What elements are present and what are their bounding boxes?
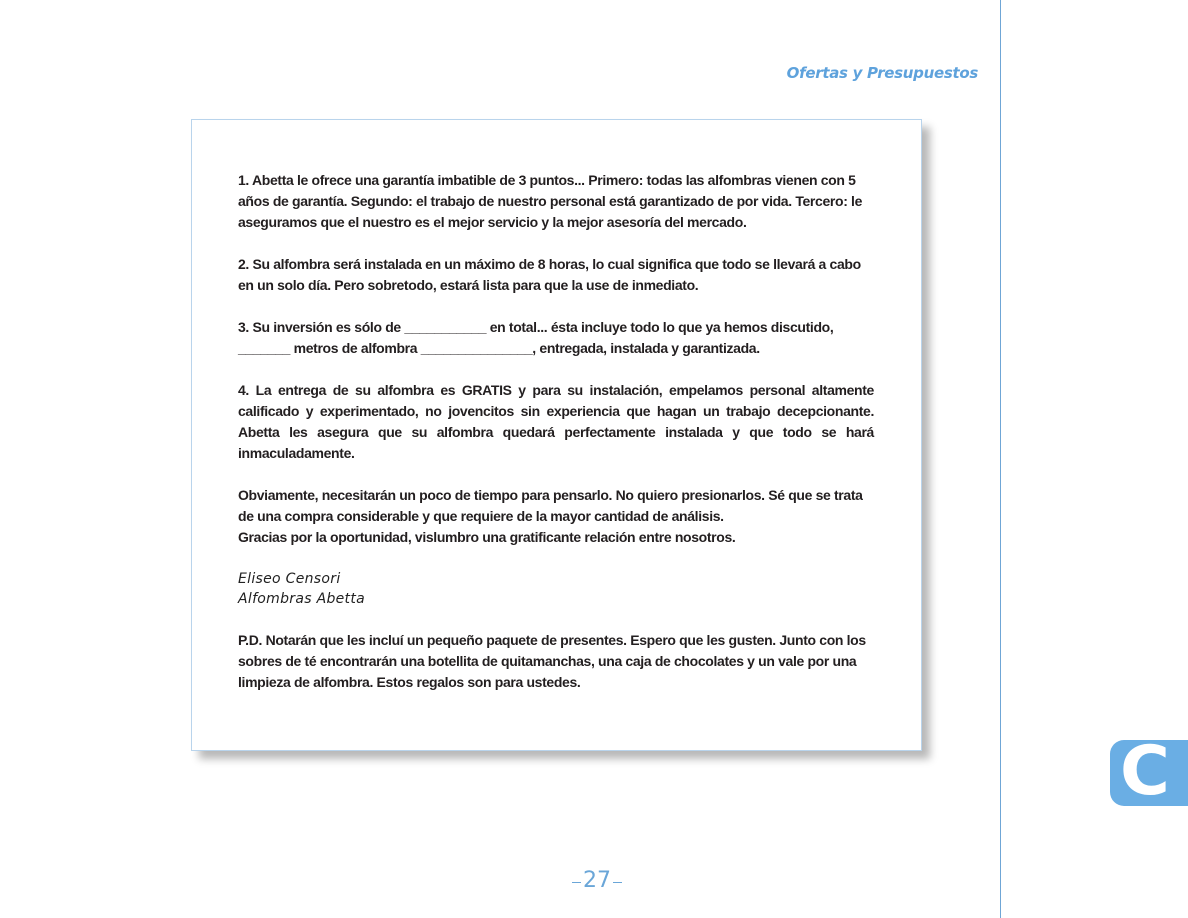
- page-edge-divider: [1000, 0, 1001, 918]
- paragraph-guarantee: 1. Abetta le ofrece una garantía imbatible de 3 puntos... Primero: todas las alfombras vienen con 5 años de garantía. Segundo: el trabajo de nuestro personal está garantizado de por vida. Tercero: le aseguramos que el nuestro es el mejor servicio y la mejor asesoría del mercado.: [238, 172, 863, 230]
- signature-name: Eliseo Censori: [238, 571, 341, 587]
- paragraph-delivery: 4. La entrega de su alfombra es GRATIS y para su instalación, empelamos personal altamente calificado y experimentado, no jovencitos sin experiencia que hagan un trabajo decepcionante. Abetta les asegura que su alfombra quedará perfectamente instalada y que todo se hará inmaculadamente.: [238, 382, 874, 461]
- signature: [238, 569, 874, 609]
- paragraph-investment: 3. Su inversión es sólo de ___________ en total... ésta incluye todo lo que ya hemos discutido, _______ metros de alfombra _______________, entregada, instalada y garantizada.: [238, 319, 834, 356]
- paragraph-installation: 2. Su alfombra será instalada en un máximo de 8 horas, lo cual significa que todo se llevará a cabo en un solo día. Pero sobretodo, estará lista para que la use de inmediato.: [238, 256, 861, 293]
- postscript: P.D. Notarán que les incluí un pequeño paquete de presentes. Espero que les gusten. Junto con los sobres de té encontrarán una botellita de quitamanchas, una caja de chocolates y un vale por una limpieza de alfombra. Estos regalos son para ustedes.: [238, 632, 866, 690]
- section-title: Ofertas y Presupuestos: [786, 64, 978, 82]
- letter-card: [191, 119, 922, 751]
- paragraph-closing: [238, 485, 874, 548]
- closing-thanks: Gracias por la oportunidad, vislumbro una gratificante relación entre nosotros.: [238, 529, 736, 545]
- page-number: 27: [572, 866, 622, 896]
- signature-company: Alfombras Abetta: [238, 591, 365, 607]
- letter-body: [238, 170, 874, 714]
- closing-text: Obviamente, necesitarán un poco de tiempo para pensarlo. No quiero presionarlos. Sé que se trata de una compra considerable y que requiere de la mayor cantidad de análisis.: [238, 487, 863, 524]
- chapter-letter: C: [1120, 732, 1170, 811]
- chapter-tab[interactable]: [1110, 732, 1188, 811]
